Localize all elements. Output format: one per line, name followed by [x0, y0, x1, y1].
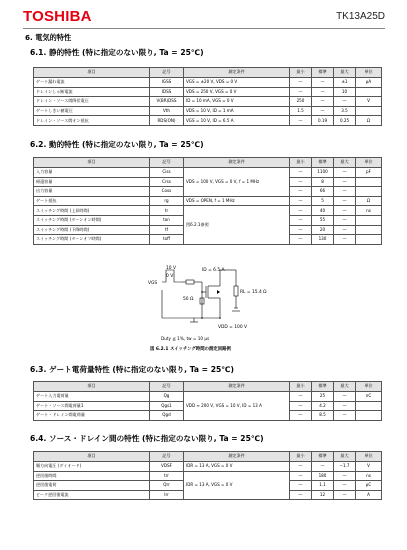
table-cell: 25 — [312, 392, 334, 402]
table-cell — [356, 87, 382, 97]
table-header-row — [34, 158, 382, 168]
figure-caption: 図 6.2.1 スイッチング時間の測定回路例 — [150, 347, 231, 352]
table-cell: IGSS — [150, 78, 184, 88]
table-cell: 66 — [312, 187, 334, 197]
section-6-1-title: 6.1. 静的特性 (特に指定のない限り, Ta = 25℃) — [30, 48, 204, 57]
table-cell: 180 — [312, 471, 334, 481]
table-cell: — — [334, 196, 356, 206]
table-cell: VDD ≈ 200 V, VGS = 10 V, ID = 13 A — [184, 392, 290, 421]
table-cell: −1.7 — [334, 462, 356, 472]
column-header: 単位 — [356, 382, 382, 392]
section-6-4-title: 6.4. ソース・ドレイン間の特性 (特に指定のない限り, Ta = 25℃) — [30, 434, 264, 443]
table-header-row — [34, 382, 382, 392]
table-cell: 逆回復時間 — [34, 471, 150, 481]
table-cell: Ω — [356, 116, 382, 126]
table-cell: Qg — [150, 392, 184, 402]
column-header: 最大 — [334, 68, 356, 78]
table-cell: — — [290, 490, 312, 500]
table-cell — [356, 225, 382, 235]
table-cell: — — [290, 215, 312, 225]
table-cell: tr — [150, 206, 184, 216]
table-cell: Qrr — [150, 481, 184, 491]
table-cell: スイッチング時間 (下降時間) — [34, 225, 150, 235]
column-header: 標準 — [312, 68, 334, 78]
table-cell: — — [290, 177, 312, 187]
part-number: TK13A25D — [336, 11, 385, 22]
table-cell — [356, 106, 382, 116]
circuit-vgs-label: VGS — [148, 281, 158, 286]
table-cell: — — [334, 168, 356, 178]
header-rule — [23, 28, 385, 29]
table-cell: スイッチング時間 (ターンオン時間) — [34, 215, 150, 225]
table-cell: ゲート・ドレイン間電荷量 — [34, 411, 150, 421]
table-cell: 0.25 — [334, 116, 356, 126]
table-cell: VDS = OPEN, f = 1 MHz — [184, 196, 290, 206]
table-cell: 帰還容量 — [34, 177, 150, 187]
table-cell: — — [290, 187, 312, 197]
table-cell: VDS = 10 V, ID = 1 mA — [184, 106, 290, 116]
column-header: 記号 — [150, 382, 184, 392]
table-cell: — — [290, 206, 312, 216]
table-cell: tf — [150, 225, 184, 235]
circuit-id-label: ID = 6.5 A — [202, 268, 225, 273]
column-header: 最小 — [290, 68, 312, 78]
table-cell: Crss — [150, 177, 184, 187]
static-row — [34, 87, 382, 97]
table-cell: IDSS — [150, 87, 184, 97]
table-cell: 12 — [312, 490, 334, 500]
column-header: 最小 — [290, 382, 312, 392]
static-row — [34, 97, 382, 107]
circuit-rl-label: RL = 15.4 Ω — [240, 290, 267, 295]
gate-charge-row — [34, 392, 382, 402]
table-cell: — — [290, 168, 312, 178]
table-cell: 1100 — [312, 168, 334, 178]
table-cell: — — [290, 78, 312, 88]
table-cell: nC — [356, 392, 382, 402]
table-cell: ドレイン・ソース間降伏電圧 — [34, 97, 150, 107]
column-header: 標準 — [312, 382, 334, 392]
table-cell: IDR = 13 A, VGS = 0 V — [184, 462, 290, 472]
dynamic-row — [34, 206, 382, 216]
table-cell: Vth — [150, 106, 184, 116]
column-header: 最大 — [334, 382, 356, 392]
table-cell: — — [290, 481, 312, 491]
column-header: 測定条件 — [184, 452, 290, 462]
table-cell: trr — [150, 471, 184, 481]
table-cell: Qgd — [150, 411, 184, 421]
column-header: 項目 — [34, 158, 150, 168]
table-cell: Ciss — [150, 168, 184, 178]
circuit-0v-label: 0 V — [166, 274, 174, 279]
table-cell: A — [356, 490, 382, 500]
static-characteristics-table — [33, 67, 382, 126]
table-cell: 8 — [312, 177, 334, 187]
table-cell: VGS = ±20 V, VDS = 0 V — [184, 78, 290, 88]
table-cell — [356, 187, 382, 197]
table-cell: ドレイン・ソース間オン抵抗 — [34, 116, 150, 126]
table-cell: — — [290, 401, 312, 411]
switching-time-test-circuit — [140, 264, 270, 334]
table-cell: 図6.2.1参照 — [184, 206, 290, 244]
column-header: 項目 — [34, 68, 150, 78]
table-cell: — — [334, 206, 356, 216]
source-drain-row — [34, 471, 382, 481]
table-cell: 1.1 — [312, 481, 334, 491]
table-cell: ns — [356, 471, 382, 481]
table-cell: ゲート抵抗 — [34, 196, 150, 206]
table-cell: ID = 10 mA, VGS = 0 V — [184, 97, 290, 107]
table-cell: 入力容量 — [34, 168, 150, 178]
table-header-row — [34, 452, 382, 462]
column-header: 項目 — [34, 452, 150, 462]
table-cell: RDS(ON) — [150, 116, 184, 126]
table-cell: スイッチング時間 (上昇時間) — [34, 206, 150, 216]
column-header: 測定条件 — [184, 158, 290, 168]
section-6-3-title: 6.3. ゲート電荷量特性 (特に指定のない限り, Ta = 25℃) — [30, 365, 234, 374]
table-cell: ドレインしゃ断電流 — [34, 87, 150, 97]
table-cell — [356, 215, 382, 225]
table-cell: 1.5 — [290, 106, 312, 116]
table-cell: — — [290, 462, 312, 472]
column-header: 測定条件 — [184, 382, 290, 392]
column-header: 最大 — [334, 452, 356, 462]
table-cell: — — [290, 392, 312, 402]
table-cell: 130 — [312, 235, 334, 245]
column-header: 項目 — [34, 382, 150, 392]
section-6-title: 6. 電気的特性 — [25, 33, 72, 42]
circuit-rg-label: 50 Ω — [183, 297, 194, 302]
table-cell: — — [290, 225, 312, 235]
column-header: 最小 — [290, 158, 312, 168]
table-cell: ゲート入力電荷量 — [34, 392, 150, 402]
table-cell: ns — [356, 206, 382, 216]
table-cell — [356, 235, 382, 245]
table-cell: Irr — [150, 490, 184, 500]
table-cell: 4.2 — [312, 401, 334, 411]
table-cell: ゲート・ソース間電荷量1 — [34, 401, 150, 411]
table-cell: — — [334, 187, 356, 197]
gate-charge-table — [33, 381, 382, 421]
column-header: 記号 — [150, 158, 184, 168]
table-cell: 40 — [312, 206, 334, 216]
table-cell: V — [356, 97, 382, 107]
table-cell: 出力容量 — [34, 187, 150, 197]
table-cell: — — [334, 490, 356, 500]
column-header: 最小 — [290, 452, 312, 462]
source-drain-row — [34, 462, 382, 472]
table-cell: — — [290, 235, 312, 245]
table-cell: pF — [356, 168, 382, 178]
table-cell: VGS = 10 V, ID = 6.5 A — [184, 116, 290, 126]
table-cell: rg — [150, 196, 184, 206]
column-header: 記号 — [150, 452, 184, 462]
table-cell: 20 — [312, 225, 334, 235]
table-cell: 55 — [312, 215, 334, 225]
table-cell: V — [356, 462, 382, 472]
table-cell: — — [312, 78, 334, 88]
duty-note: Duty ≦ 1%, tw = 10 μs — [161, 336, 210, 341]
column-header: 単位 — [356, 452, 382, 462]
toshiba-logo: TOSHIBA — [23, 8, 92, 25]
table-cell: 逆回復電荷 — [34, 481, 150, 491]
table-cell: — — [334, 411, 356, 421]
table-cell: — — [334, 177, 356, 187]
dynamic-characteristics-table — [33, 157, 382, 245]
table-cell — [356, 401, 382, 411]
table-cell: — — [312, 97, 334, 107]
column-header: 記号 — [150, 68, 184, 78]
table-cell: — — [290, 411, 312, 421]
column-header: 最大 — [334, 158, 356, 168]
table-cell: VDSF — [150, 462, 184, 472]
table-cell: — — [334, 401, 356, 411]
table-cell: — — [334, 97, 356, 107]
table-cell: — — [290, 87, 312, 97]
table-cell: VDS = 250 V, VGS = 0 V — [184, 87, 290, 97]
circuit-vdd-label: VDD = 100 V — [218, 325, 248, 330]
table-cell: 順方向電圧 (ダイオード) — [34, 462, 150, 472]
source-drain-table — [33, 451, 382, 500]
table-header-row — [34, 68, 382, 78]
table-cell: — — [312, 87, 334, 97]
column-header: 標準 — [312, 452, 334, 462]
table-cell: — — [290, 471, 312, 481]
table-cell: μA — [356, 78, 382, 88]
table-cell: 5 — [312, 196, 334, 206]
table-cell: V(BR)DSS — [150, 97, 184, 107]
table-cell: VDS = 100 V, VGS = 0 V, f = 1 MHz — [184, 168, 290, 197]
table-cell: — — [312, 462, 334, 472]
table-cell: — — [334, 215, 356, 225]
table-cell: 10 — [334, 87, 356, 97]
table-cell — [356, 411, 382, 421]
dynamic-row — [34, 168, 382, 178]
table-cell: — — [334, 225, 356, 235]
table-cell: — — [334, 392, 356, 402]
static-row — [34, 116, 382, 126]
table-cell: ピーク逆回復電流 — [34, 490, 150, 500]
column-header: 測定条件 — [184, 68, 290, 78]
table-cell: Coss — [150, 187, 184, 197]
table-cell: toff — [150, 235, 184, 245]
table-cell: ±1 — [334, 78, 356, 88]
table-cell: 3.5 — [334, 106, 356, 116]
table-cell: Qgs1 — [150, 401, 184, 411]
table-cell: Ω — [356, 196, 382, 206]
table-cell: 250 — [290, 97, 312, 107]
table-cell: ゲートしきい値電圧 — [34, 106, 150, 116]
table-cell: — — [290, 116, 312, 126]
table-cell: ゲート漏れ電流 — [34, 78, 150, 88]
circuit-10v-label: 10 V — [166, 266, 176, 271]
table-cell: μC — [356, 481, 382, 491]
static-row — [34, 106, 382, 116]
dynamic-row — [34, 196, 382, 206]
table-cell: — — [290, 196, 312, 206]
column-header: 単位 — [356, 158, 382, 168]
table-cell: 8.5 — [312, 411, 334, 421]
table-cell: ton — [150, 215, 184, 225]
column-header: 単位 — [356, 68, 382, 78]
table-cell: IDR = 13 A, VGS = 0 V — [184, 471, 290, 500]
table-cell: — — [334, 235, 356, 245]
table-cell: — — [334, 471, 356, 481]
column-header: 標準 — [312, 158, 334, 168]
table-cell: — — [334, 481, 356, 491]
section-6-2-title: 6.2. 動的特性 (特に指定のない限り, Ta = 25℃) — [30, 140, 204, 149]
static-row — [34, 78, 382, 88]
table-cell: スイッチング時間 (ターンオフ時間) — [34, 235, 150, 245]
table-cell: — — [312, 106, 334, 116]
table-cell — [356, 177, 382, 187]
table-cell: 0.19 — [312, 116, 334, 126]
